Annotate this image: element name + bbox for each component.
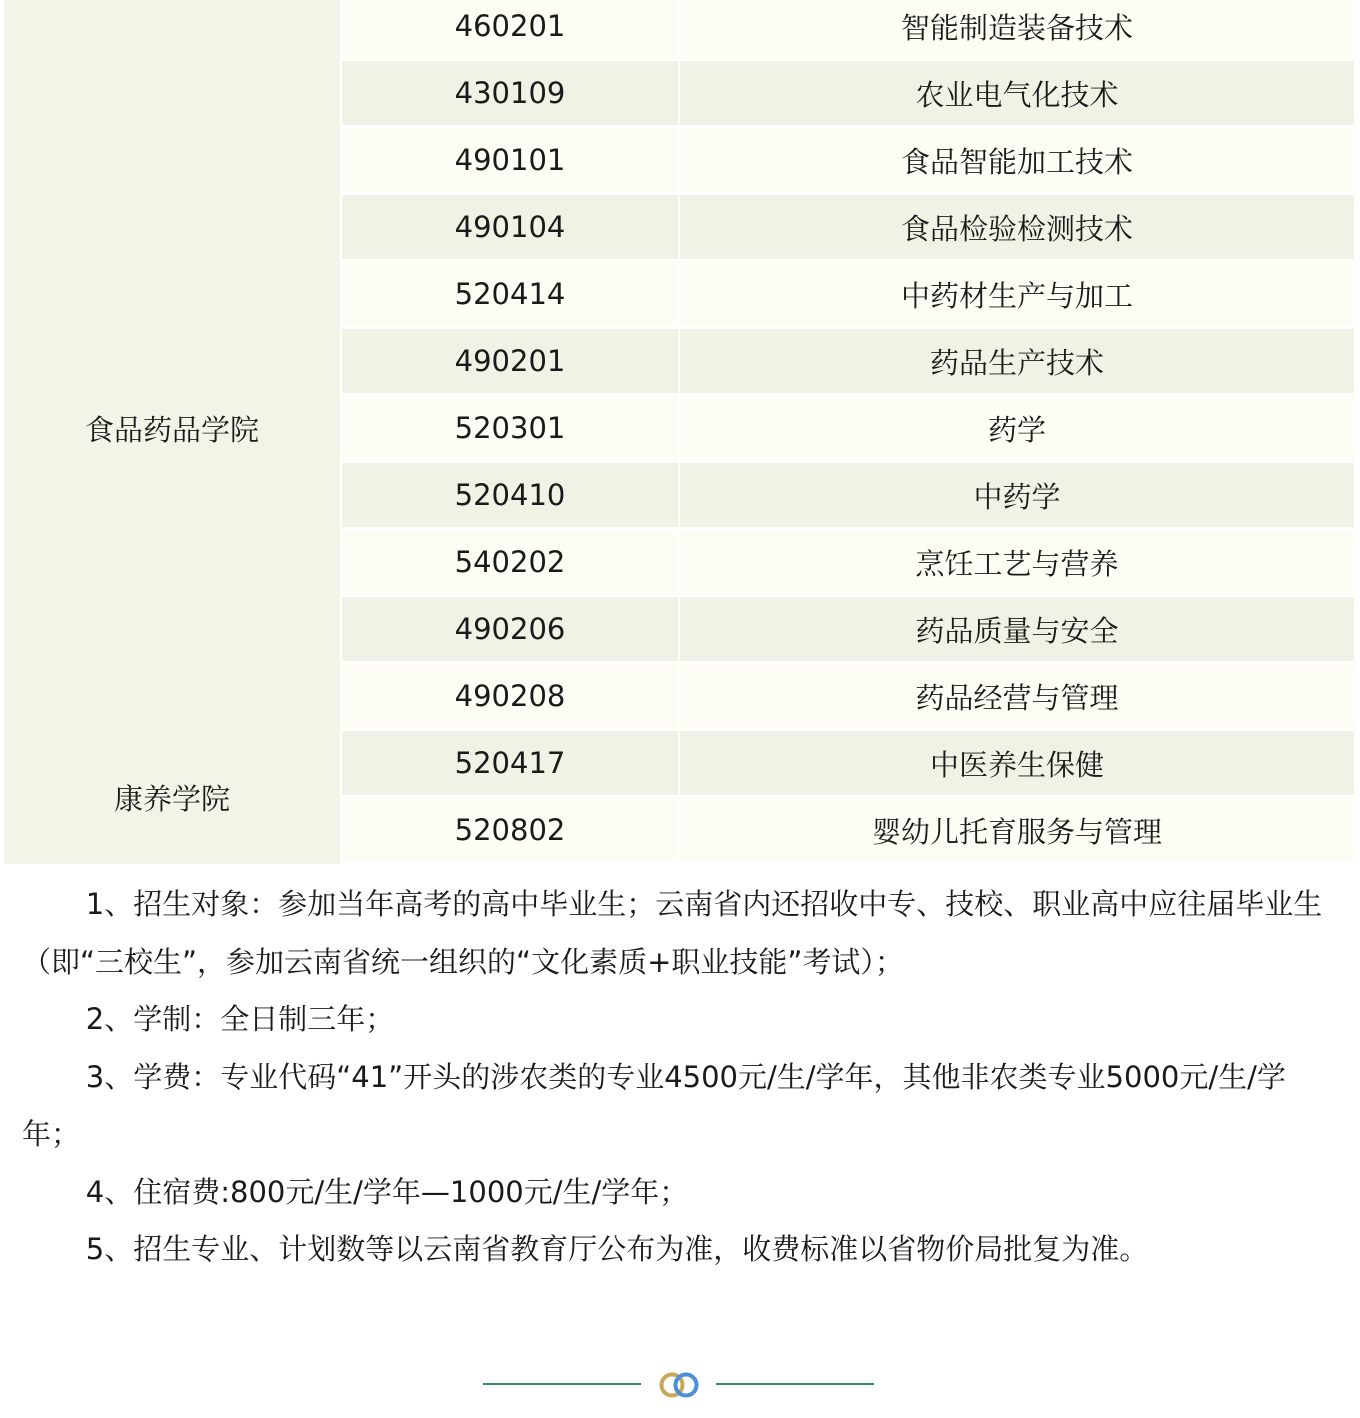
- note-item: 4、住宿费:800元/生/学年—1000元/生/学年；: [85, 1174, 689, 1209]
- table-row: [4, 597, 1354, 661]
- table-row: [4, 0, 1354, 58]
- table-row: [4, 329, 1354, 393]
- table-row: [4, 262, 1354, 326]
- table-row: [4, 664, 1354, 728]
- note-item: 1、招生对象：参加当年高考的高中毕业生；云南省内还招收中专、技校、职业高中应往届毕业生（即“三校生”，参加云南省统一组织的“文化素质+职业技能”考试）；: [22, 887, 1323, 979]
- table-row: [4, 61, 1354, 125]
- linked-rings-icon: [658, 1370, 702, 1400]
- divider-right: [716, 1383, 874, 1385]
- table-row: [4, 195, 1354, 259]
- major-code: 490208: [342, 664, 678, 728]
- note-item: 2、学制：全日制三年；: [85, 1002, 395, 1036]
- major-name: 药品经营与管理: [680, 664, 1354, 728]
- note-item: 3、学费：专业代码“41”开头的涉农类的专业4500元/生/学年，其他非农类专业5000元/生/学年；: [22, 1059, 1286, 1151]
- major-name: 药品质量与安全: [680, 597, 1354, 661]
- table-row: [4, 731, 1354, 795]
- major-name: 食品智能加工技术: [680, 128, 1354, 192]
- table-row: [4, 463, 1354, 527]
- college-cell: 康养学院: [4, 730, 340, 864]
- table-row: [4, 798, 1354, 862]
- major-name: 农业电气化技术: [680, 61, 1354, 125]
- major-name: 中药材生产与加工: [680, 262, 1354, 326]
- major-name: 智能制造装备技术: [680, 0, 1354, 58]
- major-code: 520301: [342, 396, 678, 460]
- major-code: 490201: [342, 329, 678, 393]
- major-code: 520417: [342, 731, 678, 795]
- table-row: [4, 396, 1354, 460]
- major-code: 520414: [342, 262, 678, 326]
- major-code: 520410: [342, 463, 678, 527]
- major-name: 中药学: [680, 463, 1354, 527]
- major-code: 490101: [342, 128, 678, 192]
- table-row: [4, 530, 1354, 594]
- table-row: [4, 128, 1354, 192]
- major-code: 520802: [342, 798, 678, 862]
- major-name: 药学: [680, 396, 1354, 460]
- major-code: 490104: [342, 195, 678, 259]
- major-code: 490206: [342, 597, 678, 661]
- enrollment-notes: [22, 876, 1338, 1279]
- major-name: 烹饪工艺与营养: [680, 530, 1354, 594]
- college-cell: 食品药品学院: [4, 127, 340, 730]
- divider-left: [483, 1383, 641, 1385]
- major-code: 540202: [342, 530, 678, 594]
- major-code: 460201: [342, 0, 678, 58]
- major-name: 食品检验检测技术: [680, 195, 1354, 259]
- major-name: 中医养生保健: [680, 731, 1354, 795]
- note-item: 5、招生专业、计划数等以云南省教育厅公布为准，收费标准以省物价局批复为准。: [85, 1232, 1149, 1266]
- major-code: 430109: [342, 61, 678, 125]
- major-name: 婴幼儿托育服务与管理: [680, 798, 1354, 862]
- major-name: 药品生产技术: [680, 329, 1354, 393]
